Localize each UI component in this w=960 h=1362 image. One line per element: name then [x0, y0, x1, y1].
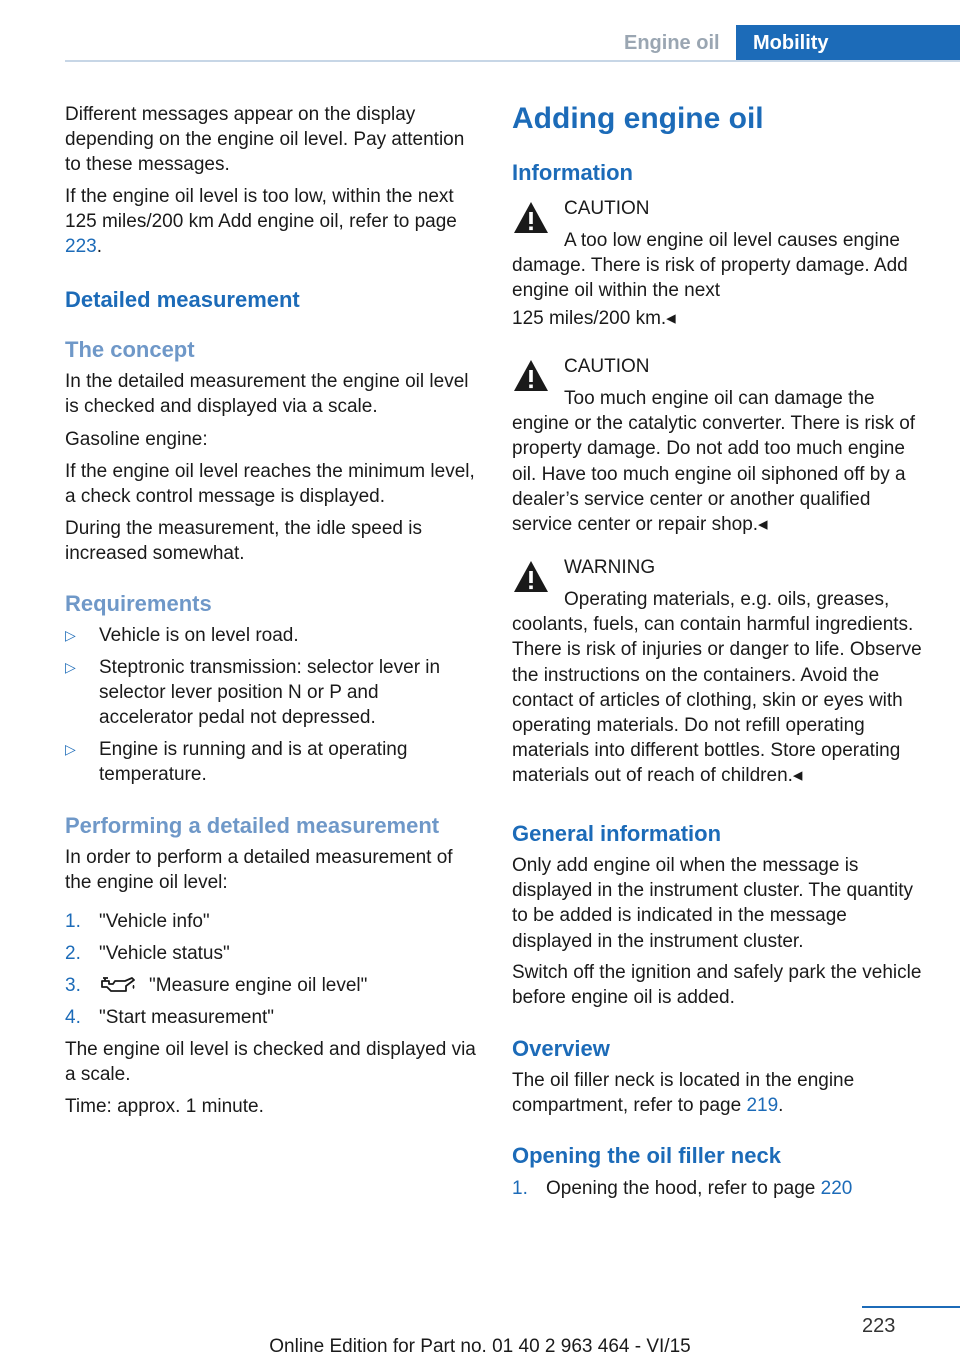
overview-text: The oil filler neck is located in the engine compartment, refer to page	[512, 1070, 855, 1117]
list-item	[65, 655, 477, 735]
heading-opening-oil-filler-neck: Opening the oil filler neck	[512, 1143, 781, 1168]
heading-performing-measurement: Performing a detailed measurement	[65, 813, 440, 838]
step-text	[546, 1176, 928, 1201]
header-chapter-tab[interactable]: Mobility	[736, 25, 960, 62]
heading-overview: Overview	[512, 1036, 610, 1061]
caution-label: CAUTION	[564, 198, 650, 219]
heading-general-information: General information	[512, 821, 722, 846]
low-level-text-end: .	[96, 236, 102, 258]
low-level-paragraph	[65, 184, 477, 260]
caution-text: Too much engine oil can damage the engine or the catalytic converter. There is risk of property damage. Do not add too much engine oil. Have too much engine oil siphoned off by a dealer’s service center or another qualified service center or repair shop.◂	[512, 388, 916, 536]
heading-information: Information	[512, 160, 633, 185]
intro-paragraph	[65, 102, 477, 178]
concept-text: In the detailed measurement the engine oil level is checked and displayed via a scale.	[65, 371, 469, 418]
step-number: 2.	[65, 943, 81, 964]
step-number: 1.	[65, 911, 81, 932]
concept-paragraph	[65, 369, 477, 419]
page-link-219[interactable]: 219	[746, 1095, 779, 1117]
list-item	[65, 737, 477, 791]
triangle-right-icon: ▷	[65, 627, 76, 643]
low-level-text: If the engine oil level is too low, within the next 125 miles/200 km Add engine oil, refer to page	[65, 186, 457, 233]
triangle-right-icon: ▷	[65, 659, 76, 675]
time-text: Time: approx. 1 minute.	[65, 1096, 264, 1117]
page-number: 223	[862, 1315, 896, 1337]
requirement-text: Vehicle is on level road.	[99, 625, 299, 646]
page-link-223[interactable]: 223	[65, 236, 97, 258]
footer-rule	[862, 1306, 960, 1308]
triangle-right-icon: ▷	[65, 741, 76, 757]
step-number: 4.	[65, 1007, 81, 1028]
edition-footer: Online Edition for Part no. 01 40 2 963 464 - VI/15	[269, 1336, 691, 1357]
page-link-220[interactable]: 220	[820, 1178, 853, 1199]
gasoline-label: Gasoline engine:	[65, 429, 208, 450]
heading-the-concept: The concept	[65, 337, 195, 362]
header-rule	[65, 60, 960, 62]
list-item	[65, 973, 477, 999]
step-text[interactable]: "Measure engine oil level"	[149, 975, 368, 996]
caution-text: A too low engine oil level causes engine damage. There is risk of property damage. Add engine oil within the next	[512, 230, 908, 302]
opening-step-text: Opening the hood, refer to page	[546, 1178, 821, 1199]
intro-text: Different messages appear on the display depending on the engine oil level. Pay attention to these messages.	[65, 104, 465, 176]
step-number: 3.	[65, 975, 81, 996]
oil-can-icon	[99, 975, 137, 1000]
result-text: The engine oil level is checked and displayed via a scale.	[65, 1039, 476, 1086]
step-text[interactable]: "Vehicle status"	[99, 943, 230, 964]
general-text-1: Only add engine oil when the message is displayed in the instrument cluster. The quantity to be added is indicated in the message displayed in the instrument cluster.	[512, 855, 913, 952]
list-item	[65, 623, 477, 651]
heading-adding-engine-oil: Adding engine oil	[512, 102, 764, 135]
step-number: 1.	[512, 1178, 528, 1199]
requirement-text: Steptronic transmission: selector lever in selector lever position N or P and accelerator pedal not depressed.	[99, 657, 441, 729]
list-item	[65, 1005, 477, 1031]
warning-text: Operating materials, e.g. oils, greases, coolants, fuels, can contain harmful ingredients. There is risk of injuries or danger to life. Observe the instructions on the containers. Avoid the contact of articles of clothing, skin or eyes with operating materials. Do not refill operating materials into different bottles. Store operating materials out of reach of children.◂	[512, 589, 922, 787]
overview-text-end: .	[778, 1095, 784, 1117]
list-item	[512, 1176, 928, 1202]
heading-detailed-measurement: Detailed measurement	[65, 287, 300, 312]
performing-text: In order to perform a detailed measurement of the engine oil level:	[65, 847, 453, 894]
header-section-title: Engine oil	[624, 32, 720, 54]
step-text[interactable]: "Vehicle info"	[99, 911, 210, 932]
caution-text-tail: 125 miles/200 km.◂	[512, 308, 676, 329]
list-item	[65, 941, 477, 967]
warning-label: WARNING	[564, 557, 656, 578]
general-text-2: Switch off the ignition and safely park the vehicle before engine oil is added.	[512, 962, 922, 1009]
minimum-level-text: If the engine oil level reaches the minimum level, a check control message is displayed.	[65, 461, 475, 508]
caution-label: CAUTION	[564, 356, 650, 377]
step-text[interactable]: "Start measurement"	[99, 1007, 275, 1028]
list-item	[65, 909, 477, 935]
heading-requirements: Requirements	[65, 591, 212, 616]
requirement-text: Engine is running and is at operating temperature.	[99, 739, 408, 786]
idle-speed-text: During the measurement, the idle speed is increased somewhat.	[65, 518, 422, 565]
